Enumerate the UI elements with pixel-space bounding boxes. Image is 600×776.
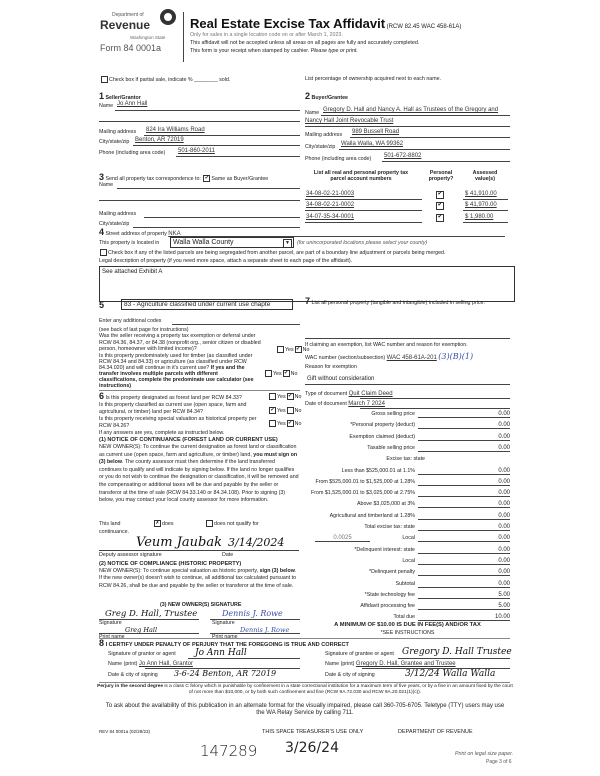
historical-yes-no: Yes ✔ No: [268, 420, 301, 427]
exemption-yes-no: Yes ✔ No: [276, 346, 309, 353]
no-checkbox[interactable]: ✔: [288, 393, 293, 399]
corr-city-label: City/state/zip: [99, 221, 130, 227]
legal-description-box[interactable]: See attached Exhibit A: [99, 266, 515, 302]
corr-name-label: Name: [99, 182, 114, 188]
partial-sale-checkbox[interactable]: [101, 76, 108, 83]
fee-label: Local: [402, 557, 415, 564]
assessor-date: 3/14/2024: [228, 536, 285, 549]
print-name-label: Print name: [212, 634, 238, 640]
form-number: Form 84 0001a: [100, 43, 162, 53]
fee-row: [305, 535, 510, 544]
rev-number: REV 84 0001a (02/28/23): [99, 729, 151, 734]
seller-phone-label: Phone (including area code): [99, 150, 166, 156]
fee-label: From $1,525,000.01 to $3,025,000 at 2.75%: [311, 490, 415, 497]
does-checkbox[interactable]: ✗: [155, 520, 160, 526]
date-label: Date: [222, 552, 234, 558]
fee-label: *Personal property (deduct): [350, 422, 415, 429]
legal-label: Legal description of property (if you need more space, attach a separate sheet to each page of the affidavit).: [99, 258, 353, 264]
minimum-due: A MINIMUM OF $10.00 IS DUE IN FEE(S) AND/OR TAX: [334, 622, 481, 628]
grantee-sig-label: Signature of grantee or agent: [325, 651, 394, 657]
dept-of: Department of: [112, 12, 144, 18]
fee-row: [305, 558, 510, 567]
parcel-header: List all real and personal property tax parcel account numbers: [313, 170, 409, 183]
fee-value[interactable]: 0.00: [418, 468, 510, 475]
buyer-phone-label: Phone (including area code): [305, 156, 372, 162]
assessed-value[interactable]: $ 41,970.00: [465, 202, 497, 208]
fee-row: [305, 445, 510, 454]
fee-value[interactable]: 0.00: [418, 581, 510, 588]
grantor-name: Name (print) Jo Ann Hall, Grantor: [108, 661, 193, 667]
fee-row: [305, 479, 510, 488]
owner1-signature[interactable]: Greg D. Hall, Trustee: [105, 609, 198, 619]
buyer-name-label: Name: [305, 110, 320, 116]
personal-property-list: 7 List all personal property (tangible and intangible) included in selling price.: [305, 296, 485, 306]
doc-type: Type of document Quit Claim Deed: [305, 391, 393, 397]
buyer-name-1[interactable]: Gregory D. Hall and Nancy A. Hall as Trustees of the Gregory and: [323, 107, 499, 113]
fee-value[interactable]: 0.00: [418, 445, 510, 452]
partial-sale: Check box if partial sale, indicate % ________ sold.: [100, 76, 230, 83]
fee-label: Exemption claimed (deduct): [349, 433, 415, 440]
buyer-city-label: City/state/zip: [305, 144, 336, 150]
grantor-date-label: Date & city of signing: [108, 672, 158, 678]
fee-row: [305, 592, 510, 601]
fee-value[interactable]: 0.00: [418, 501, 510, 508]
fee-label: Subtotal: [395, 580, 415, 587]
owner2-print-name[interactable]: Dennis J. Rowe: [240, 625, 290, 634]
seller-city[interactable]: Benton, AR 72019: [135, 137, 184, 143]
subtitle-2: This affidavit will not be accepted unless all areas on all pages are fully and accurately completed.: [190, 40, 420, 46]
local-rate[interactable]: 0.0025: [315, 535, 370, 542]
notice-continuance-text: NEW OWNER(S): To continue the current designation as forest land or classification as current use (open space, farm and agriculture, or timber) land, you must sign on (3) below. The county assessor must then determine if the land transferred continues to qualify and will indicate by signing below. If the land no longer qualifies or you do not wish to continue the designation or classification, it will be removed and the compensating or additional taxes will be due and payable by the seller or transferor at the time of sale (RCW 84.33.140 or 84.34.108). Prior to signing (3) below, you may contact your local county assessor for more information.: [99, 444, 299, 504]
yes-checkbox[interactable]: [269, 393, 276, 400]
alt-format-notice: To ask about the availability of this publication in an alternate format for the visually impaired, please call 360-705-6705. Teletype (TTY) users may use the WA Relay Service by calling 711.: [105, 703, 505, 716]
fee-row: [305, 603, 510, 612]
revenue-logo-icon: [160, 9, 176, 25]
subtitle-3: This form is your receipt when stamped by cashier. Please type or print.: [190, 48, 358, 54]
seller-name-label: Name: [99, 103, 114, 109]
no-checkbox[interactable]: ✔: [284, 370, 289, 376]
fee-label: Taxable selling price: [367, 444, 415, 451]
fee-label: Local: [402, 535, 415, 542]
fee-row: [305, 569, 510, 578]
fee-row: [305, 547, 510, 556]
does-not-option: does not qualify for: [205, 520, 259, 527]
personal-header: Personal property?: [428, 170, 454, 183]
same-as-buyer-checkbox[interactable]: ✔: [204, 175, 209, 182]
county-note: (for unincorporated locations please select your county): [297, 240, 428, 246]
fee-label: *Delinquent interest: state: [354, 546, 415, 553]
parcel-number[interactable]: 34-08-02-21-0003: [306, 191, 355, 197]
wac-value[interactable]: WAC 458-61A-201: [386, 355, 437, 361]
notice-compliance-text: NEW OWNER(S): To continue special valuation as historic property, sign (3) below. If the new owner(s) doesn't wish to continue, all additional tax calculated pursuant to RCW 84.26, shall be due and payable by the seller or transferor at the time of sale.: [99, 568, 297, 589]
parcel-number[interactable]: 34-08-02-21-0002: [306, 202, 355, 208]
current-use-question: Is this property classified as current use (open space, farm and agricultural, or timber) land per RCW 84.34?: [99, 402, 247, 415]
fee-row: [305, 581, 510, 590]
fee-label: Above $3,025,000 at 3%: [356, 501, 415, 508]
street-value[interactable]: NKA: [168, 231, 181, 237]
treasurer-use: THIS SPACE TREASURER'S USE ONLY: [262, 729, 364, 735]
legal-paper-note: Print on legal size paper.: [455, 751, 514, 757]
personal-property-checkbox[interactable]: ✔: [437, 191, 443, 197]
fee-label: *State technology fee: [364, 591, 415, 598]
fee-value[interactable]: 0.00: [418, 434, 510, 441]
fee-value[interactable]: 0.00: [418, 558, 510, 565]
fee-label: Agricultural and timberland at 1.28%: [329, 512, 415, 519]
fee-value[interactable]: 0.00: [418, 547, 510, 554]
no-checkbox[interactable]: ✔: [288, 420, 293, 426]
grantee-name-value[interactable]: Gregory D. Hall, Grantee and Trustee: [355, 661, 456, 667]
county-select[interactable]: Walla Walla County ▼: [170, 237, 294, 248]
fee-row: [305, 468, 510, 477]
see-back: (see back of last page for instructions): [99, 327, 189, 333]
wac-handwritten: (3)(B)(1): [438, 352, 474, 361]
grantee-date-label: Date & city of signing: [325, 672, 375, 678]
historical-question: Is this property receiving special valuation as historical property per RCW 84.26?: [99, 416, 257, 429]
personal-property-checkbox[interactable]: ✔: [437, 202, 443, 208]
ownership-note: List percentage of ownership acquired next to each name.: [305, 76, 442, 82]
buyer-mail[interactable]: 989 Bussell Road: [352, 129, 400, 135]
print-name-label: Print name: [99, 634, 125, 640]
assessed-header: Assessed value(s): [472, 170, 498, 183]
corr-mail-label: Mailing address: [99, 211, 137, 217]
fee-value[interactable]: 0.00: [418, 422, 510, 429]
reason-label: Reason for exemption: [305, 364, 357, 370]
forest-yes-no: Yes ✔ No: [268, 393, 301, 400]
fee-row: [305, 434, 510, 443]
seller-mail-label: Mailing address: [99, 129, 137, 135]
this-land-label: This land: [99, 521, 121, 527]
revenue-logo-text: Revenue: [100, 18, 151, 32]
exemption-question: Was the seller receiving a property tax exemption or deferral under RCW 84.36, 84.37, or 84.38 (nonprofit org., senior citizen or disabled person, homeowner with limited income)?: [99, 333, 261, 352]
current-use-yes-no: ✔ Yes No: [270, 407, 302, 414]
additional-codes-label: Enter any additional codes: [99, 318, 162, 324]
treasurer-handwritten-date: 3/26/24: [285, 740, 339, 756]
subtitle-1: Only for sales in a single location code on or after March 1, 2023.: [190, 32, 343, 38]
assessed-value[interactable]: $ 41,910.00: [465, 191, 497, 197]
doc-type-value[interactable]: Quit Claim Deed: [348, 391, 393, 397]
notice-compliance-title: (2) NOTICE OF COMPLIANCE (HISTORIC PROPERTY): [99, 561, 242, 567]
header-divider: [183, 12, 184, 62]
fee-value[interactable]: 0.00: [418, 569, 510, 576]
assessor-signature: Veum Jaubak: [136, 535, 223, 550]
see-instructions: *SEE INSTRUCTIONS: [380, 630, 435, 636]
buyer-name-2[interactable]: Nancy Hall Joint Revocable Trust: [305, 118, 394, 124]
grantor-signature[interactable]: Jo Ann Hall: [195, 648, 247, 658]
buyer-city[interactable]: Walla Walla, WA 99362: [341, 141, 404, 147]
grantor-sig-label: Signature of grantor or agent: [108, 651, 176, 657]
owner2-signature[interactable]: Dennis J. Rowe: [222, 609, 283, 618]
segregate: Check box if any of the listed parcels are being segregated from another parcel, are part of a boundary line adjustment or parcels being merged.: [99, 249, 445, 256]
fee-label: Total due: [393, 614, 415, 621]
fee-value[interactable]: 0.00: [418, 479, 510, 486]
timber-question: Is this property predominately used for timber (as classified under RCW 84.34 and 84.33) or agriculture (as classified under RCW 84.34.020) and will continue in it's current use? If yes and the transfer involves multiple parcels with different classifications, complete the predominate use calculator (see instructions): [99, 353, 254, 389]
assessor-sig-label: Deputy assessor signature: [99, 552, 162, 558]
fee-label: From $525,000.01 to $1,525,000 at 1.28%: [315, 478, 415, 485]
yes-checkbox[interactable]: [269, 420, 276, 427]
title-rcw: (RCW 82.45 WAC 458-61A): [386, 24, 462, 30]
personal-property-checkbox[interactable]: ✔: [437, 214, 443, 220]
page-number: Page 3 of 6: [486, 759, 512, 765]
wac-number: WAC number (section/subsection) WAC 458-61A-201 (3)(B)(1): [305, 352, 474, 361]
seller-mail[interactable]: 824 Ira Williams Road: [146, 127, 205, 133]
does-option: ✗ does: [155, 520, 174, 527]
certify-heading: 8 I CERTIFY UNDER PENALTY OF PERJURY THAT THE FOREGOING IS TRUE AND CORRECT: [99, 638, 349, 648]
fee-value[interactable]: 0.00: [418, 490, 510, 497]
yes-checkbox[interactable]: [265, 370, 272, 377]
signature-label: Signature: [212, 620, 235, 626]
dept-of-revenue: DEPARTMENT OF REVENUE: [398, 729, 473, 735]
fee-label: Gross selling price: [371, 411, 415, 417]
seller-name[interactable]: Jo Ann Hall: [117, 101, 148, 107]
buyer-mail-label: Mailing address: [305, 132, 343, 138]
fee-value[interactable]: 0.00: [418, 535, 510, 542]
fee-label: Excise tax: state: [386, 456, 425, 463]
buyer-phone[interactable]: 501-672-8802: [384, 153, 422, 159]
owner1-print-name[interactable]: Greg Hall: [125, 625, 158, 634]
fee-row: [305, 513, 510, 522]
fee-label: Affidavit processing fee: [360, 603, 415, 610]
signature-label: Signature: [99, 620, 122, 626]
fee-row: [305, 456, 510, 465]
does-not-checkbox[interactable]: [206, 520, 213, 527]
new-owner-signature-title: (3) NEW OWNER(S) SIGNATURE: [160, 602, 242, 608]
fee-value[interactable]: 0.00: [418, 411, 510, 418]
treasurer-handwritten-number: 147289: [200, 742, 258, 760]
grantor-date-city[interactable]: 3-6-24 Benton, AR 72019: [174, 669, 277, 678]
correspondence: 3 Send all property tax correspondence to: ✔ Same as Buyer/Grantee: [99, 172, 269, 182]
yes-checkbox[interactable]: ✔: [270, 407, 275, 413]
street-address: 4 Street address of property NKA: [99, 227, 181, 237]
claim-exemption-note: If claiming an exemption, list WAC number and reason for exemption.: [305, 342, 468, 348]
fee-label: Less than $525,000.01 at 1.1%: [341, 467, 415, 474]
reason-value[interactable]: Gift without consideration: [307, 376, 375, 382]
fee-label: *Delinquent penalty: [369, 569, 415, 576]
if-yes-note: If any answers are yes, complete as instructed below.: [99, 430, 225, 436]
no-checkbox[interactable]: [287, 407, 294, 414]
section-5: 5: [99, 300, 105, 310]
fee-row: [305, 411, 510, 420]
page-title: Real Estate Excise Tax Affidavit: [190, 16, 386, 31]
grantee-date-city[interactable]: 3/12/24 Walla Walla: [405, 669, 496, 679]
grantee-signature[interactable]: Gregory D. Hall Trustee: [402, 647, 512, 657]
perjury-notice: Perjury in the second degree is a class C felony which is punishable by confinement in a state correctional institution for a maximum term of five years, or by a fine in an amount fixed by the court of not more than $10,000, or by both such confinement and fine (RCW 9A.72.030 and RCW 9A.20.021(1)(c)).: [97, 684, 513, 695]
parcel-number[interactable]: 34-07-35-34-0001: [306, 214, 355, 220]
notice-continuance-title: (1) NOTICE OF CONTINUANCE (FOREST LAND OR CURRENT USE): [99, 437, 278, 443]
fee-row: [305, 501, 510, 510]
yes-checkbox[interactable]: [277, 346, 284, 353]
fee-label: Total excise tax: state: [364, 524, 415, 530]
chevron-down-icon: ▼: [283, 239, 292, 248]
continuance-label: continuance.: [99, 529, 130, 535]
forest-question: 6 Is this property designated as forest land per RCW 84.33?: [99, 391, 242, 401]
doc-date-value[interactable]: March 7 2024: [348, 401, 385, 407]
segregate-checkbox[interactable]: [100, 249, 107, 256]
buyer-heading: 2 Buyer/Grantee: [305, 91, 349, 101]
fee-value[interactable]: 0.00: [418, 513, 510, 520]
grantee-name: Name (print) Gregory D. Hall, Grantee and Trustee: [325, 661, 456, 667]
doc-date: Date of document March 7 2024: [305, 401, 385, 407]
washington-state: Washington State: [130, 35, 166, 40]
grantor-name-value[interactable]: Jo Ann Hall, Grantor: [138, 661, 193, 667]
assessed-value[interactable]: $ 1,980.00: [465, 214, 494, 220]
fee-value[interactable]: 0.00: [418, 524, 510, 531]
fee-value[interactable]: 5.00: [418, 592, 510, 599]
located-label: This property is located in: [99, 240, 160, 246]
no-checkbox[interactable]: ✔: [296, 346, 301, 352]
seller-phone[interactable]: 501-860-2011: [178, 148, 215, 154]
fee-row: [305, 524, 510, 533]
fee-row: [305, 422, 510, 431]
timber-yes-no: Yes ✔ No: [264, 370, 297, 377]
seller-heading: 1 Seller/Grantor: [99, 91, 141, 101]
fee-value[interactable]: 5.00: [418, 603, 510, 610]
fee-value[interactable]: 10.00: [418, 614, 510, 621]
seller-city-label: City/state/zip: [99, 139, 130, 145]
land-use-code-select[interactable]: 83 - Agriculture classified under current use chapte: [121, 299, 293, 310]
fee-row: [305, 490, 510, 499]
